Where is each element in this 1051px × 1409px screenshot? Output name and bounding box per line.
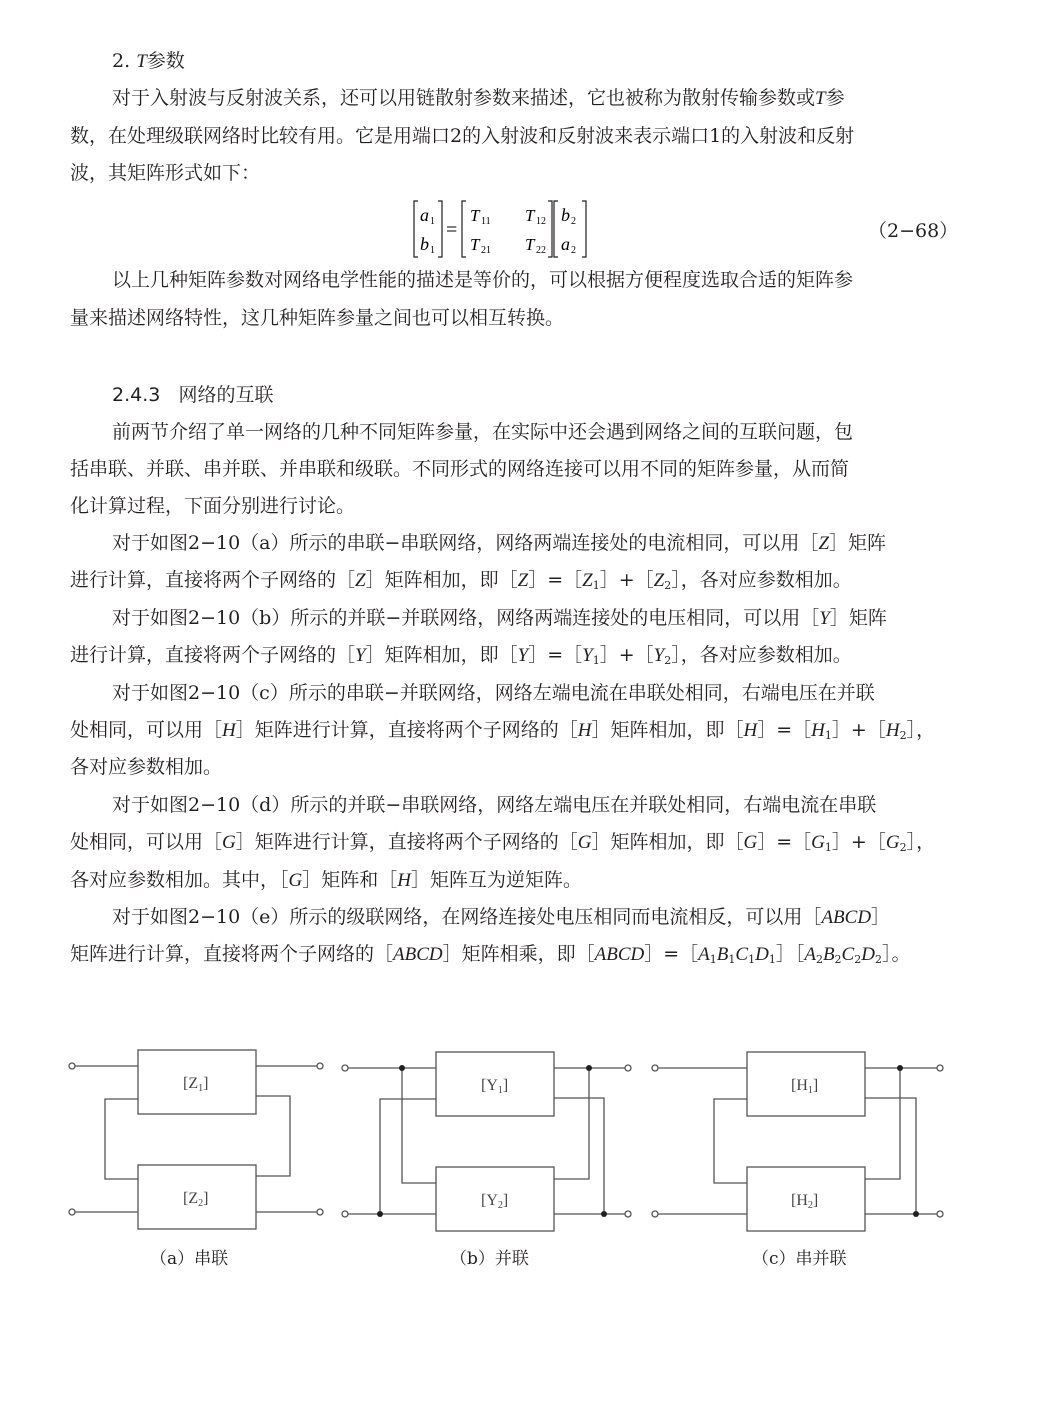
para-e-line1: 对于如图2−10（e）所示的级联网络，在网络连接处电压相同而电流相反，可以用［ABCD］ xyxy=(112,906,891,928)
para-d-line1: 对于如图2−10（d）所示的并联−串联网络，网络左端电压在并联处相同，右端电流在串联 xyxy=(112,794,877,816)
svg-text:[H2]: [H2] xyxy=(791,1192,819,1211)
svg-text:[Y2]: [Y2] xyxy=(481,1192,509,1211)
eq-a1-sub: 1 xyxy=(430,216,435,227)
junction-dot xyxy=(377,1211,383,1217)
terminal-icon xyxy=(625,1211,631,1217)
para-b-line2: 进行计算，直接将两个子网络的［Y］矩阵相加，即$[Y]=[Y_1]+[Y_2]$，各对应参数相加。 xyxy=(70,644,852,667)
svg-text:[Y1]: [Y1] xyxy=(481,1077,509,1096)
eq-a2: a xyxy=(561,234,570,254)
section-heading xyxy=(112,380,274,407)
para-e-line2: 矩阵进行计算，直接将两个子网络的［ABCD］矩阵相乘，即$[ABCD]=[A_1B_1C_1D_1][A_2B_2C_2D_2]$。 xyxy=(70,943,911,966)
eq-equals: = xyxy=(446,219,458,241)
para3-line2: 括串联、并联、串并联、并串联和级联。不同形式的网络连接可以用不同的矩阵参量，从而简 xyxy=(70,458,850,480)
svg-text:[Z2]: [Z2] xyxy=(183,1190,209,1209)
junction-dot xyxy=(586,1065,592,1071)
para-c-line1: 对于如图2−10（c）所示的串联−并联网络，网络左端电流在串联处相同，右端电压在并联 xyxy=(112,682,875,704)
terminal-icon xyxy=(317,1063,323,1069)
para-b-line1: 对于如图2−10（b）所示的并联−并联网络，网络两端连接处的电压相同，可以用［Y］矩阵 xyxy=(112,607,887,629)
eq-a1: a xyxy=(420,205,429,225)
para1-line1: 对于入射波与反射波关系，还可以用链散射参数来描述，它也被称为散射传输参数或T参 xyxy=(112,87,845,109)
figure-c-series-parallel-diagram xyxy=(648,1040,948,1235)
junction-dot xyxy=(601,1211,607,1217)
para2-line1: 以上几种矩阵参数对网络电学性能的描述是等价的，可以根据方便程度选取合适的矩阵参 xyxy=(112,269,854,291)
figure-a-series-diagram xyxy=(65,1040,330,1235)
subsection-number: 2. xyxy=(112,50,131,72)
eq-t11: T xyxy=(470,206,480,225)
terminal-icon xyxy=(342,1211,348,1217)
terminal-icon xyxy=(652,1065,658,1071)
terminal-icon xyxy=(317,1209,323,1215)
para-d-line3: 各对应参数相加。其中，［G］矩阵和［H］矩阵互为逆矩阵。 xyxy=(70,869,583,891)
eq-t12: T xyxy=(525,206,535,225)
figure-a-caption: （a）串联 xyxy=(150,1249,229,1269)
eq-b1: b xyxy=(420,234,429,254)
figure-b-parallel-diagram xyxy=(338,1040,638,1235)
equation-number: （2−68） xyxy=(868,220,959,242)
para-a-line2: 进行计算，直接将两个子网络的［Z］矩阵相加，即$[Z]=[Z_1]+[Z_2]$，各对应参数相加。 xyxy=(70,569,852,592)
eq-t12-sub: 12 xyxy=(536,216,546,227)
para3-line1: 前两节介绍了单一网络的几种不同矩阵参量，在实际中还会遇到网络之间的互联问题，包 xyxy=(112,421,854,443)
terminal-icon xyxy=(69,1209,75,1215)
svg-text:[Z1]: [Z1] xyxy=(183,1075,209,1094)
terminal-icon xyxy=(69,1063,75,1069)
junction-dot xyxy=(897,1065,903,1071)
equation-2-68 xyxy=(412,198,592,260)
subsection-title: 参数 xyxy=(146,50,185,72)
para2-line2: 量来描述网络特性，这几种矩阵参量之间也可以相互转换。 xyxy=(70,307,565,329)
eq-b2: b xyxy=(561,205,570,225)
para1-line2: 数，在处理级联网络时比较有用。它是用端口2的入射波和反射波来表示端口1的入射波和反射 xyxy=(70,125,855,147)
eq-b1-sub: 1 xyxy=(430,245,435,256)
figure-c-caption: （c）串并联 xyxy=(752,1249,847,1269)
eq-a2-sub: 2 xyxy=(571,245,576,256)
para1-line3: 波，其矩阵形式如下： xyxy=(70,162,261,184)
eq-b2-sub: 2 xyxy=(571,216,576,227)
terminal-icon xyxy=(937,1211,943,1217)
subsection-variable: T xyxy=(136,51,147,72)
eq-t22: T xyxy=(525,235,535,254)
para-c-line2: 处相同，可以用［H］矩阵进行计算，直接将两个子网络的［H］矩阵相加，即$[H]=[H_1]+[H_2]$， xyxy=(70,719,936,742)
terminal-icon xyxy=(625,1065,631,1071)
terminal-icon xyxy=(652,1211,658,1217)
subsection-heading xyxy=(112,46,185,73)
terminal-icon xyxy=(342,1065,348,1071)
para-c-line3: 各对应参数相加。 xyxy=(70,756,223,778)
eq-t11-sub: 11 xyxy=(481,216,491,227)
terminal-icon xyxy=(937,1065,943,1071)
junction-dot xyxy=(399,1065,405,1071)
eq-t21-sub: 21 xyxy=(481,245,491,256)
eq-t21: T xyxy=(470,235,480,254)
figure-b-caption: （b）并联 xyxy=(450,1249,529,1269)
section-title: 网络的互联 xyxy=(178,384,274,406)
para-d-line2: 处相同，可以用［G］矩阵进行计算，直接将两个子网络的［G］矩阵相加，即$[G]=[G_1]+[G_2]$， xyxy=(70,831,936,854)
eq-t22-sub: 22 xyxy=(536,245,546,256)
junction-dot xyxy=(913,1211,919,1217)
para-a-line1: 对于如图2−10（a）所示的串联−串联网络，网络两端连接处的电流相同，可以用［Z］矩阵 xyxy=(112,532,887,554)
svg-text:[H1]: [H1] xyxy=(791,1077,819,1096)
para3-line3: 化计算过程，下面分别进行讨论。 xyxy=(70,495,356,517)
section-number: 2.4.3 xyxy=(112,384,161,406)
